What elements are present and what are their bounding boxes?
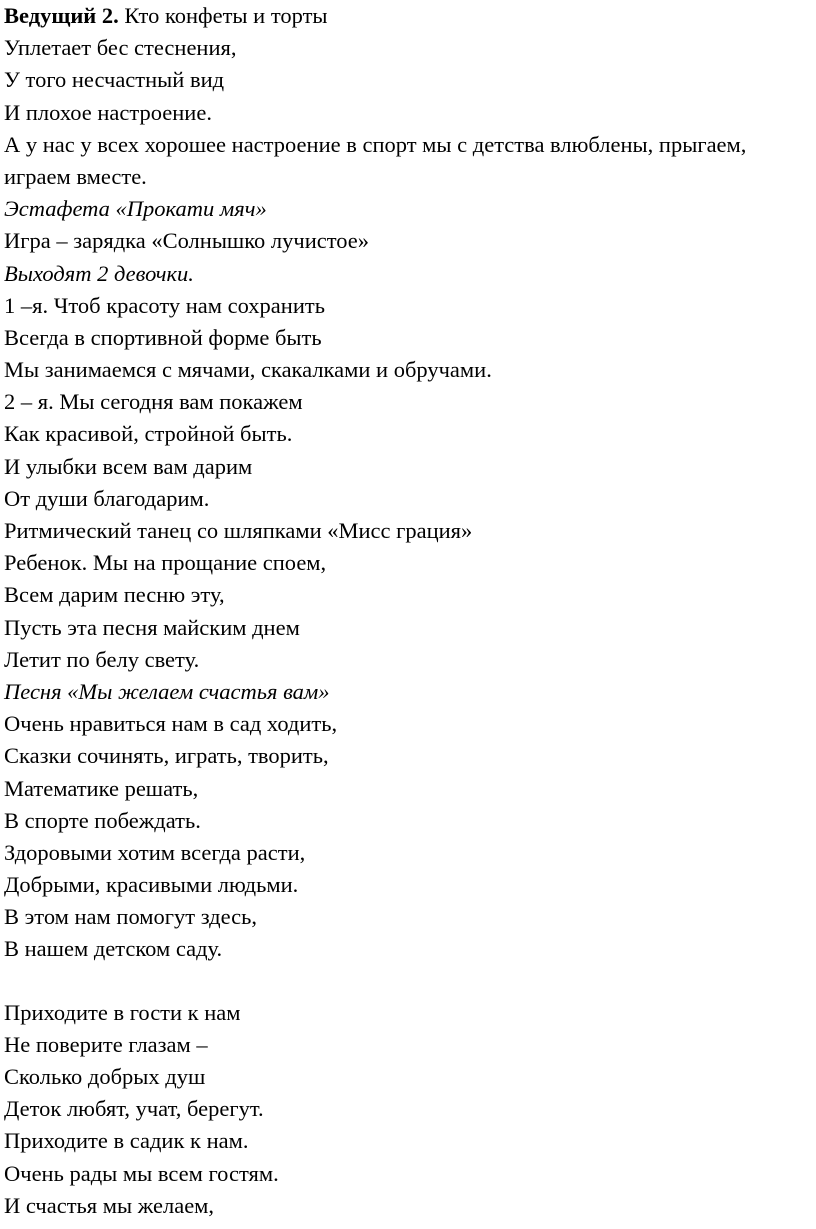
text-line xyxy=(4,740,812,772)
line-text: Всем дарим песню эту, xyxy=(4,582,225,608)
text-line xyxy=(4,418,812,450)
line-text: И улыбки всем вам дарим xyxy=(4,453,253,479)
line-text: Очень рады мы всем гостям. xyxy=(4,1160,279,1186)
line-text: 1 –я. Чтоб красоту нам сохранить xyxy=(4,292,325,318)
text-line xyxy=(4,1061,812,1093)
line-text: Добрыми, красивыми людьми. xyxy=(4,872,299,898)
line-text: Эстафета «Прокати мяч» xyxy=(4,196,267,222)
text-line xyxy=(4,1029,812,1061)
line-text: Ритмический танец со шляпками «Мисс грация» xyxy=(4,518,473,543)
text-line xyxy=(4,0,812,32)
text-line xyxy=(4,64,812,96)
text-line xyxy=(4,451,812,483)
line-text: И плохое настроение. xyxy=(4,99,212,125)
line-text: От души благодарим. xyxy=(4,485,210,511)
line-text: А у нас у всех хорошее настроение в спорт мы с детства влюблены, прыгаем, xyxy=(4,131,747,157)
line-text: Летит по белу свету. xyxy=(4,646,200,672)
text-line xyxy=(4,161,812,193)
line-text: В спорте побеждать. xyxy=(4,807,201,833)
text-line xyxy=(4,515,812,547)
text-line xyxy=(4,869,812,901)
line-text: Всегда в спортивной форме быть xyxy=(4,324,322,350)
text-line xyxy=(4,837,812,869)
line-text: Приходите в гости к нам xyxy=(4,999,241,1025)
text-line xyxy=(4,32,812,64)
line-text: Мы занимаемся с мячами, скакалками и обручами. xyxy=(4,357,492,383)
text-line xyxy=(4,676,812,708)
line-text: Пусть эта песня майским днем xyxy=(4,614,300,640)
line-text: Очень нравиться нам в сад ходить, xyxy=(4,711,338,737)
text-line xyxy=(4,322,812,354)
text-line xyxy=(4,612,812,644)
text-line xyxy=(4,225,812,257)
line-text: И счастья мы желаем, xyxy=(4,1192,215,1218)
line-text: Уплетает бес стеснения, xyxy=(4,35,237,61)
line-text: Сколько добрых душ xyxy=(4,1064,206,1089)
text-line xyxy=(4,1190,812,1222)
line-text: Математике решать, xyxy=(4,775,199,801)
blank-line xyxy=(4,966,812,997)
text-line xyxy=(4,805,812,837)
speaker-label: Ведущий 2. xyxy=(4,3,119,28)
line-text: Здоровыми хотим всегда расти, xyxy=(4,839,306,865)
text-line xyxy=(4,193,812,225)
line-text: Как красивой, стройной быть. xyxy=(4,421,293,447)
line-text: 2 – я. Мы сегодня вам покажем xyxy=(4,389,303,415)
text-line xyxy=(4,579,812,611)
line-text: В этом нам помогут здесь, xyxy=(4,904,258,930)
text-line xyxy=(4,258,812,290)
text-line xyxy=(4,354,812,386)
text-line xyxy=(4,901,812,933)
line-text: Не поверите глазам – xyxy=(4,1031,208,1057)
text-line xyxy=(4,708,812,740)
text-line xyxy=(4,997,812,1029)
text-line xyxy=(4,773,812,805)
line-text: играем вместе. xyxy=(4,163,147,189)
text-line xyxy=(4,97,812,129)
text-line xyxy=(4,644,812,676)
document-page xyxy=(4,0,812,1222)
line-text: Игра – зарядка «Солнышко лучистое» xyxy=(4,228,370,254)
line-text: Сказки сочинять, играть, творить, xyxy=(4,743,329,769)
text-line xyxy=(4,1158,812,1190)
line-text: Выходят 2 девочки. xyxy=(4,260,194,286)
text-line xyxy=(4,1093,812,1125)
line-text: В нашем детском саду. xyxy=(4,936,223,962)
text-line xyxy=(4,129,812,161)
line-text: Ребенок. Мы на прощание споем, xyxy=(4,550,327,576)
text-line xyxy=(4,290,812,322)
line-text: Деток любят, учат, берегут. xyxy=(4,1096,264,1122)
text-line xyxy=(4,386,812,418)
line-text: Приходите в садик к нам. xyxy=(4,1128,249,1154)
text-line xyxy=(4,933,812,965)
text-line xyxy=(4,483,812,515)
line-text: Кто конфеты и торты xyxy=(118,3,328,28)
text-line xyxy=(4,547,812,579)
line-text: У того несчастный вид xyxy=(4,67,225,93)
line-text: Песня «Мы желаем счастья вам» xyxy=(4,678,330,704)
text-line xyxy=(4,1125,812,1157)
